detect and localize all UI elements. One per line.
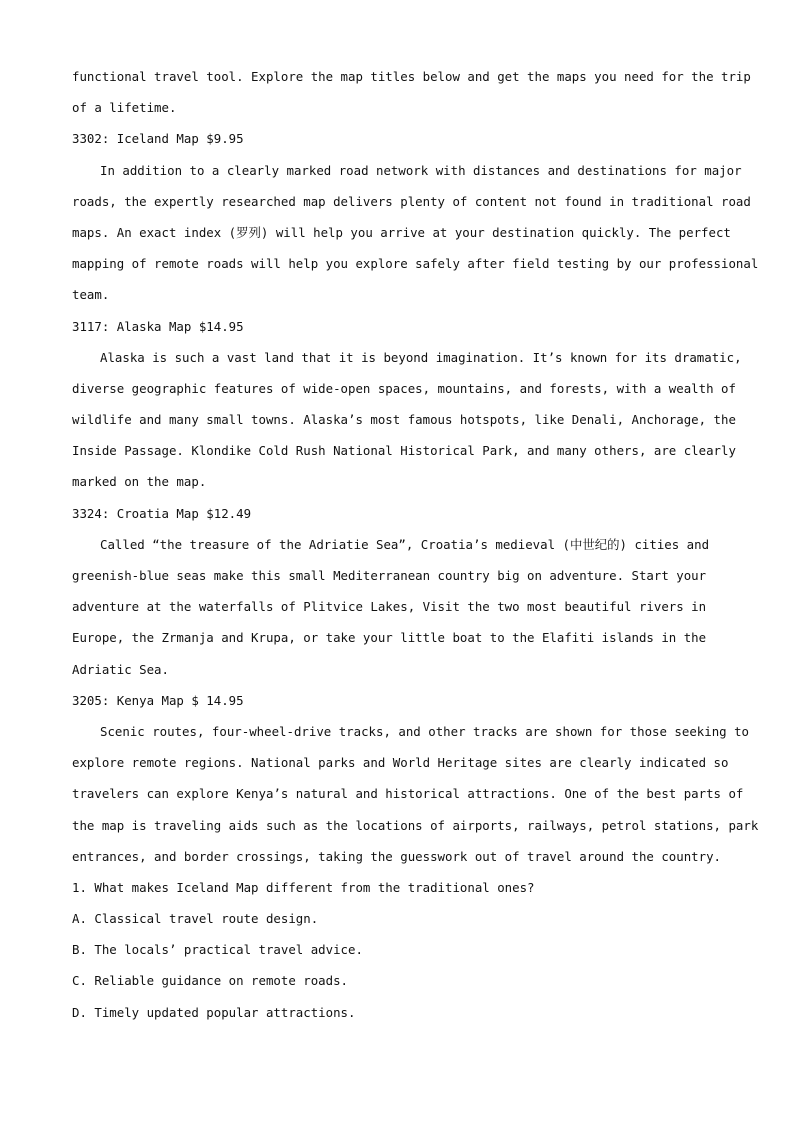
map-description-line: Europe, the Zrmanja and Krupa, or take your little boat to the Elafiti islands in the bbox=[72, 630, 707, 646]
map-description-line: Adriatic Sea. bbox=[72, 661, 169, 677]
map-description-line: Called “the treasure of the Adriatie Sea”, Croatia’s medieval (中世纪的) cities and bbox=[100, 536, 710, 552]
map-description-line: adventure at the waterfalls of Plitvice Lakes, Visit the two most beautiful rivers in bbox=[72, 599, 707, 615]
map-entry-alaska bbox=[72, 311, 742, 498]
answer-option-d: D. Timely updated popular attractions. bbox=[72, 1004, 356, 1020]
map-description-line: team. bbox=[72, 287, 110, 303]
map-heading: 3302: Iceland Map $9.95 bbox=[72, 131, 244, 147]
map-description-line: Alaska is such a vast land that it is beyond imagination. It’s known for its dramatic, bbox=[100, 349, 742, 365]
answer-option-c: C. Reliable guidance on remote roads. bbox=[72, 973, 349, 989]
answer-option-b: B. The locals’ practical travel advice. bbox=[72, 942, 363, 958]
question-stem: 1. What makes Iceland Map different from the traditional ones? bbox=[72, 879, 535, 895]
map-description-line: marked on the map. bbox=[72, 474, 207, 490]
map-description-line: Scenic routes, four-wheel-drive tracks, and other tracks are shown for those seeking to bbox=[100, 723, 750, 739]
answer-option-a: A. Classical travel route design. bbox=[72, 911, 319, 927]
map-description-line: roads, the expertly researched map delivers plenty of content not found in traditional road bbox=[72, 193, 751, 209]
map-description-line: mapping of remote roads will help you explore safely after field testing by our professional bbox=[72, 256, 759, 272]
map-heading: 3205: Kenya Map $ 14.95 bbox=[72, 692, 244, 708]
map-description-line: diverse geographic features of wide-open spaces, mountains, and forests, with a wealth of bbox=[72, 380, 736, 396]
map-description-line: maps. An exact index (罗列) will help you arrive at your destination quickly. The perfect bbox=[72, 224, 731, 240]
map-description-line: explore remote regions. National parks and World Heritage sites are clearly indicated so bbox=[72, 755, 729, 771]
intro-line: of a lifetime. bbox=[72, 100, 177, 116]
document-page bbox=[72, 61, 759, 1028]
question-block bbox=[72, 872, 724, 1028]
map-description-line: travelers can explore Kenya’s natural and historical attractions. One of the best parts of bbox=[72, 786, 744, 802]
map-entry-kenya bbox=[72, 685, 759, 872]
map-entry-iceland bbox=[72, 123, 759, 310]
map-description-line: entrances, and border crossings, taking the guesswork out of travel around the country. bbox=[72, 848, 722, 864]
map-description-line: the map is traveling aids such as the locations of airports, railways, petrol stations, park bbox=[72, 817, 759, 833]
map-description-line: wildlife and many small towns. Alaska’s most famous hotspots, like Denali, Anchorage, the bbox=[72, 412, 736, 428]
map-entry-croatia bbox=[72, 498, 724, 685]
intro-line: functional travel tool. Explore the map titles below and get the maps you need for the trip bbox=[72, 69, 751, 84]
intro-paragraph bbox=[72, 61, 751, 123]
map-heading: 3324: Croatia Map $12.49 bbox=[72, 505, 252, 521]
map-description-line: In addition to a clearly marked road network with distances and destinations for major bbox=[100, 162, 742, 178]
map-description-line: Inside Passage. Klondike Cold Rush National Historical Park, and many others, are clearly bbox=[72, 443, 736, 459]
map-description-line: greenish-blue seas make this small Mediterranean country big on adventure. Start your bbox=[72, 568, 707, 583]
map-heading: 3117: Alaska Map $14.95 bbox=[72, 318, 244, 334]
